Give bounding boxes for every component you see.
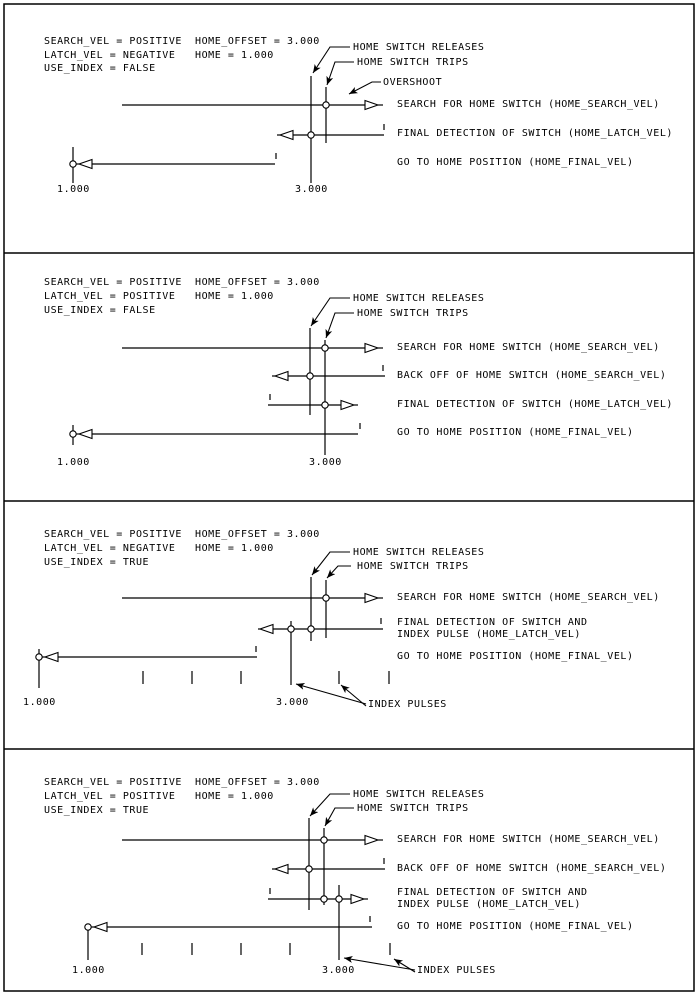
- p2-param-home-offset: HOME_OFFSET = 3.000: [195, 277, 320, 288]
- p1-param-home-offset: HOME_OFFSET = 3.000: [195, 36, 320, 47]
- p1-param-home: HOME = 1.000: [195, 50, 274, 61]
- p3-param-home: HOME = 1.000: [195, 543, 274, 554]
- p1-callout-overshoot: OVERSHOOT: [383, 77, 443, 88]
- p1-home-position-value: 1.000: [57, 184, 90, 195]
- p4-param-latch-vel: LATCH_VEL = POSITIVE: [44, 791, 176, 802]
- p3-param-use-index: USE_INDEX = TRUE: [44, 557, 150, 568]
- p2-param-use-index: USE_INDEX = FALSE: [44, 305, 156, 316]
- p1-callout-trips: HOME SWITCH TRIPS: [357, 57, 469, 68]
- p4-step-go: GO TO HOME POSITION (HOME_FINAL_VEL): [397, 921, 634, 932]
- p3-callout-releases: HOME SWITCH RELEASES: [353, 547, 485, 558]
- p4-callout-trips: HOME SWITCH TRIPS: [357, 803, 469, 814]
- p4-param-home-offset: HOME_OFFSET = 3.000: [195, 777, 320, 788]
- p3-param-latch-vel: LATCH_VEL = NEGATIVE: [44, 543, 176, 554]
- p3-param-home-offset: HOME_OFFSET = 3.000: [195, 529, 320, 540]
- p2-callout-trips: HOME SWITCH TRIPS: [357, 308, 469, 319]
- p2-step-back-off: BACK OFF OF HOME SWITCH (HOME_SEARCH_VEL): [397, 370, 667, 381]
- p1-param-use-index: USE_INDEX = FALSE: [44, 63, 156, 74]
- p2-param-latch-vel: LATCH_VEL = POSITIVE: [44, 291, 176, 302]
- p3-index-pulses-label: INDEX PULSES: [368, 699, 447, 710]
- p4-step-final-line2: INDEX PULSE (HOME_LATCH_VEL): [397, 899, 581, 910]
- p4-offset-position-value: 3.000: [322, 965, 355, 976]
- p1-step-final: FINAL DETECTION OF SWITCH (HOME_LATCH_VEL): [397, 128, 673, 139]
- p3-step-final-line1: FINAL DETECTION OF SWITCH AND: [397, 617, 588, 628]
- p3-offset-position-value: 3.000: [276, 697, 309, 708]
- p1-param-search-vel: SEARCH_VEL = POSITIVE: [44, 36, 182, 47]
- p2-offset-position-value: 3.000: [309, 457, 342, 468]
- p1-offset-position-value: 3.000: [295, 184, 328, 195]
- p4-step-back-off: BACK OFF OF HOME SWITCH (HOME_SEARCH_VEL): [397, 863, 667, 874]
- p4-param-search-vel: SEARCH_VEL = POSITIVE: [44, 777, 182, 788]
- p4-home-position-value: 1.000: [72, 965, 105, 976]
- p4-index-pulses-label: INDEX PULSES: [417, 965, 496, 976]
- p3-step-go: GO TO HOME POSITION (HOME_FINAL_VEL): [397, 651, 634, 662]
- p2-home-position-value: 1.000: [57, 457, 90, 468]
- p3-step-search: SEARCH FOR HOME SWITCH (HOME_SEARCH_VEL): [397, 592, 660, 603]
- p3-step-final-line2: INDEX PULSE (HOME_LATCH_VEL): [397, 629, 581, 640]
- p4-step-final-line1: FINAL DETECTION OF SWITCH AND: [397, 887, 588, 898]
- p4-callout-releases: HOME SWITCH RELEASES: [353, 789, 485, 800]
- p1-step-search: SEARCH FOR HOME SWITCH (HOME_SEARCH_VEL): [397, 99, 660, 110]
- p3-callout-trips: HOME SWITCH TRIPS: [357, 561, 469, 572]
- p4-param-use-index: USE_INDEX = TRUE: [44, 805, 150, 816]
- panel3-geometry: [36, 552, 389, 706]
- p2-step-go: GO TO HOME POSITION (HOME_FINAL_VEL): [397, 427, 634, 438]
- p2-param-search-vel: SEARCH_VEL = POSITIVE: [44, 277, 182, 288]
- panel4-geometry: [85, 791, 415, 972]
- p4-param-home: HOME = 1.000: [195, 791, 274, 802]
- p3-home-position-value: 1.000: [23, 697, 56, 708]
- p2-step-final: FINAL DETECTION OF SWITCH (HOME_LATCH_VEL): [397, 399, 673, 410]
- p4-step-search: SEARCH FOR HOME SWITCH (HOME_SEARCH_VEL): [397, 834, 660, 845]
- p1-step-go: GO TO HOME POSITION (HOME_FINAL_VEL): [397, 157, 634, 168]
- panel2-geometry: [70, 298, 385, 455]
- p2-step-search: SEARCH FOR HOME SWITCH (HOME_SEARCH_VEL): [397, 342, 660, 353]
- p1-param-latch-vel: LATCH_VEL = NEGATIVE: [44, 50, 176, 61]
- p1-callout-releases: HOME SWITCH RELEASES: [353, 42, 485, 53]
- p2-callout-releases: HOME SWITCH RELEASES: [353, 293, 485, 304]
- p2-param-home: HOME = 1.000: [195, 291, 274, 302]
- p3-param-search-vel: SEARCH_VEL = POSITIVE: [44, 529, 182, 540]
